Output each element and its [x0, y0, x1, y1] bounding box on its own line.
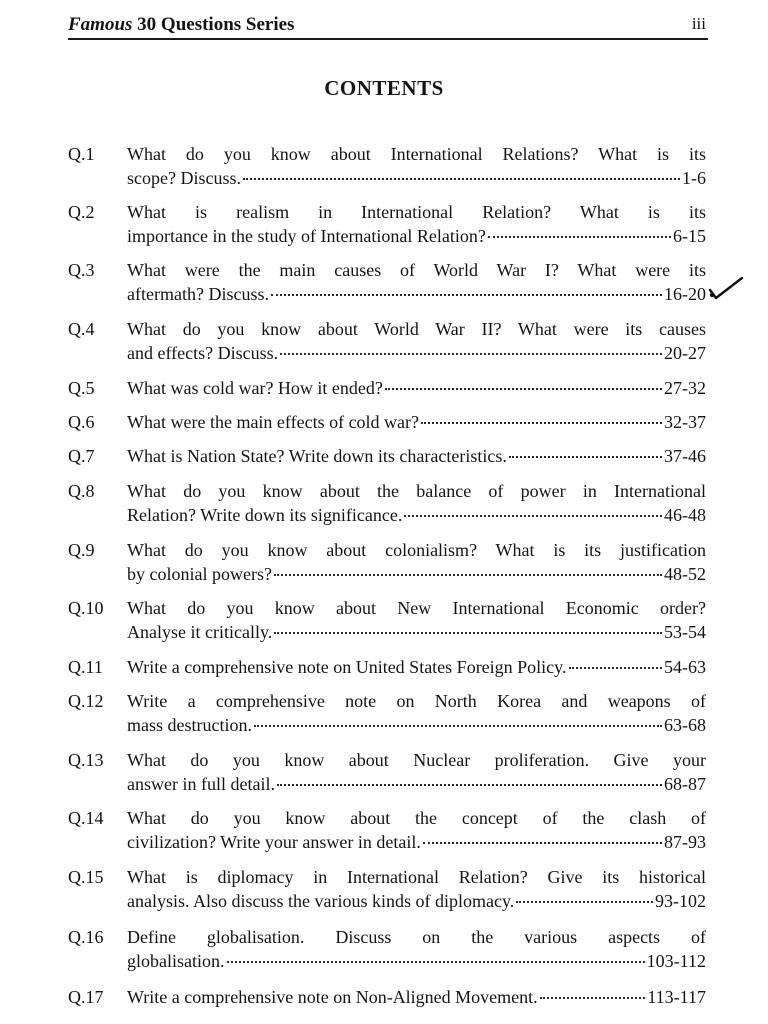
- question-line: What do you know about the balance of power in International: [127, 481, 706, 501]
- page-range: 6-15: [673, 226, 706, 246]
- question-line: answer in full detail.: [127, 774, 275, 794]
- dot-leader: [509, 455, 662, 458]
- question-line: importance in the study of International Relation?: [127, 226, 486, 246]
- question-text: [127, 806, 706, 854]
- page-range: 54-63: [664, 657, 706, 677]
- question-text: [127, 865, 706, 913]
- question-text: [127, 538, 706, 586]
- handwritten-check-mark-icon: [708, 276, 744, 302]
- question-leader-line: [127, 166, 706, 190]
- question-leader-line: [127, 444, 706, 468]
- question-line: What is Nation State? Write down its characteristics.: [127, 446, 507, 466]
- dot-leader: [516, 900, 653, 903]
- question-leader-line: [127, 713, 706, 737]
- question-text: [127, 925, 706, 973]
- question-number: Q.3: [68, 260, 95, 280]
- page-range: 93-102: [655, 891, 706, 911]
- question-number: Q.16: [68, 927, 104, 947]
- question-leader-line: [127, 562, 706, 586]
- dot-leader: [488, 235, 671, 238]
- question-line: Write a comprehensive note on United States Foreign Policy.: [127, 657, 567, 677]
- question-leader-line: [127, 889, 706, 913]
- question-line: What do you know about Nuclear proliferation. Give your: [127, 750, 706, 770]
- dot-leader: [421, 421, 662, 424]
- question-line: What is diplomacy in International Relation? Give its historical: [127, 867, 706, 887]
- page-range: 27-32: [664, 378, 706, 398]
- question-line: What do you know about World War II? What were its causes: [127, 319, 706, 339]
- page-range: 48-52: [664, 564, 706, 584]
- question-text: [127, 596, 706, 644]
- question-number: Q.10: [68, 598, 104, 618]
- question-line: globalisation.: [127, 951, 225, 971]
- page-range: 20-27: [664, 343, 706, 363]
- question-number: Q.11: [68, 657, 103, 677]
- question-leader-line: [127, 655, 706, 679]
- question-leader-line: [127, 985, 706, 1009]
- dot-leader: [271, 293, 662, 296]
- question-text: [127, 410, 706, 434]
- question-line: What was cold war? How it ended?: [127, 378, 383, 398]
- question-line: What do you know about New International Economic order?: [127, 598, 706, 618]
- page-range: 32-37: [664, 412, 706, 432]
- question-line: civilization? Write your answer in detail.: [127, 832, 421, 852]
- question-line: What were the main causes of World War I? What were its: [127, 260, 706, 280]
- question-number: Q.7: [68, 446, 95, 466]
- question-line: Write a comprehensive note on Non-Aligned Movement.: [127, 987, 538, 1007]
- dot-leader: [404, 514, 662, 517]
- question-line: and effects? Discuss.: [127, 343, 279, 363]
- question-line: mass destruction.: [127, 715, 252, 735]
- question-line: Analyse it critically.: [127, 622, 273, 642]
- page-range: 68-87: [664, 774, 706, 794]
- question-leader-line: [127, 503, 706, 527]
- page-range: 46-48: [664, 505, 706, 525]
- question-text: [127, 985, 706, 1009]
- question-number: Q.14: [68, 808, 104, 828]
- question-line: analysis. Also discuss the various kinds of diplomacy.: [127, 891, 515, 911]
- series-name-rest: 30 Questions Series: [132, 14, 295, 35]
- question-leader-line: [127, 282, 706, 306]
- question-text: [127, 689, 706, 737]
- question-text: [127, 317, 706, 365]
- question-number: Q.6: [68, 412, 95, 432]
- page-range: 53-54: [664, 622, 706, 642]
- question-leader-line: [127, 620, 706, 644]
- page-range: 87-93: [664, 832, 706, 852]
- dot-leader: [274, 631, 662, 634]
- question-line: Write a comprehensive note on North Korea and weapons of: [127, 691, 706, 711]
- question-leader-line: [127, 949, 706, 973]
- question-leader-line: [127, 376, 706, 400]
- question-text: [127, 444, 706, 468]
- question-number: Q.9: [68, 540, 95, 560]
- dot-leader: [243, 177, 680, 180]
- dot-leader: [274, 573, 662, 576]
- question-text: [127, 376, 706, 400]
- dot-leader: [385, 387, 662, 390]
- question-number: Q.13: [68, 750, 104, 770]
- question-number: Q.15: [68, 867, 104, 887]
- dot-leader: [569, 666, 662, 669]
- question-text: [127, 200, 706, 248]
- question-line: aftermath? Discuss.: [127, 284, 269, 304]
- question-text: [127, 479, 706, 527]
- page-range: 103-112: [646, 951, 706, 971]
- question-leader-line: [127, 830, 706, 854]
- dot-leader: [280, 352, 662, 355]
- page-number: iii: [691, 14, 706, 33]
- dot-leader: [423, 841, 662, 844]
- page-range: 37-46: [664, 446, 706, 466]
- question-line: What were the main effects of cold war?: [127, 412, 420, 432]
- question-line: What is realism in International Relation? What is its: [127, 202, 706, 222]
- running-title: [68, 14, 294, 36]
- dot-leader: [277, 783, 662, 786]
- dot-leader: [227, 960, 645, 963]
- question-line: What do you know about the concept of the clash of: [127, 808, 706, 828]
- page-range: 63-68: [664, 715, 706, 735]
- contents-heading: CONTENTS: [324, 76, 444, 100]
- question-number: Q.5: [68, 378, 95, 398]
- question-line: What do you know about colonialism? What is its justification: [127, 540, 706, 560]
- question-number: Q.1: [68, 144, 95, 164]
- page-range: 1-6: [682, 168, 706, 188]
- question-leader-line: [127, 224, 706, 248]
- question-number: Q.8: [68, 481, 95, 501]
- question-line: Define globalisation. Discuss on the various aspects of: [127, 927, 706, 947]
- question-number: Q.17: [68, 987, 104, 1007]
- dot-leader: [254, 724, 662, 727]
- question-leader-line: [127, 341, 706, 365]
- question-number: Q.4: [68, 319, 95, 339]
- page-range: 113-117: [647, 987, 706, 1007]
- question-text: [127, 258, 706, 306]
- question-line: Relation? Write down its significance.: [127, 505, 403, 525]
- question-number: Q.12: [68, 691, 104, 711]
- question-text: [127, 655, 706, 679]
- question-leader-line: [127, 772, 706, 796]
- question-leader-line: [127, 410, 706, 434]
- question-number: Q.2: [68, 202, 95, 222]
- question-text: [127, 142, 706, 190]
- running-header: [68, 12, 708, 40]
- dot-leader: [540, 996, 646, 999]
- question-line: by colonial powers?: [127, 564, 272, 584]
- question-line: scope? Discuss.: [127, 168, 241, 188]
- question-line: What do you know about International Relations? What is its: [127, 144, 706, 164]
- question-text: [127, 748, 706, 796]
- series-name-italic: Famous: [68, 14, 133, 35]
- page-range: 16-20: [664, 284, 706, 304]
